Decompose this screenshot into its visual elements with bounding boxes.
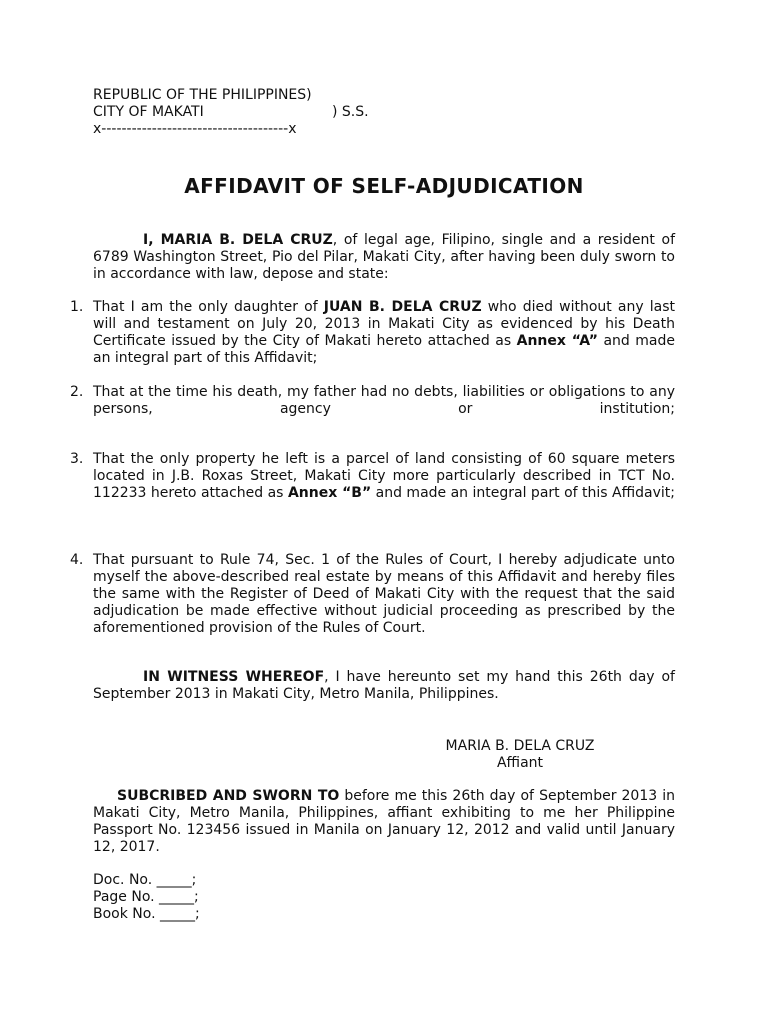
caption-city: CITY OF MAKATI (93, 104, 204, 120)
item-text: That I am the only daughter of (93, 299, 324, 315)
item-text: and made an integral part of this Affidavit; (93, 333, 675, 366)
caption-divider-text: x-------------------------------------x (93, 121, 297, 137)
book-number-line: Book No. _____; (93, 906, 200, 922)
jurat-text: before me this 26th day of September 2013 in Makati City, Metro Manila, Philippines, affiant exhibiting to me her Philippine Passport No. 123456 issued in Manila on January 12, 2012 and valid until January 12, 2017. (93, 788, 675, 855)
caption-line-city (93, 104, 413, 121)
document-caption (93, 87, 413, 138)
item-number: 2. (70, 384, 84, 400)
intro-paragraph (93, 232, 675, 283)
page-number-line: Page No. _____; (93, 889, 199, 905)
annex-a-label: Annex “A” (516, 333, 598, 349)
item-text: and made an integral part of this Affidavit; (371, 485, 675, 501)
witness-paragraph (93, 669, 675, 703)
intro-text: , of legal age, Filipino, single and a resident of 6789 Washington Street, Pio del Pilar, Makati City, after having been duly sworn to in accordance with law, depose and state: (93, 232, 676, 282)
signature-role: Affiant (496, 755, 544, 771)
doc-number-line: Doc. No. _____; (93, 872, 197, 888)
caption-republic: REPUBLIC OF THE PHILIPPINES) (93, 87, 312, 103)
numbered-item-3 (70, 451, 675, 502)
item-text: who died without any last will and testament on July 20, 2013 in Makati City as evidenced by his Death Certificate issued by the City of Makati hereto attached as (93, 299, 675, 349)
item-number: 4. (70, 552, 84, 568)
notarial-register (93, 872, 200, 923)
numbered-item-1 (70, 299, 675, 367)
item-body: That pursuant to Rule 74, Sec. 1 of the Rules of Court, I hereby adjudicate unto myself the above-described real estate by means of this Affidavit and hereby files the same with the Register of Deed of Makati City with the request that the said adjudication be made effective without judicial proceeding as prescribed by the aforementioned provision of the Rules of Court. (93, 552, 675, 636)
annex-b-label: Annex “B” (287, 485, 372, 501)
jurat-paragraph (93, 788, 675, 856)
jurat-heading: SUBCRIBED AND SWORN TO (117, 788, 340, 804)
item-body: That at the time his death, my father had no debts, liabilities or obligations to any persons, agency or institution; (93, 384, 675, 417)
document-title: AFFIDAVIT OF SELF-ADJUDICATION (184, 174, 584, 198)
numbered-item-2 (70, 384, 675, 418)
item-text: That the only property he left is a parcel of land consisting of 60 square meters located in J.B. Roxas Street, Makati City more particularly described in TCT No. 112233 hereto attached as (93, 451, 675, 501)
numbered-item-4 (70, 552, 675, 637)
item-body (93, 451, 675, 502)
witness-heading: IN WITNESS WHEREOF (143, 669, 325, 685)
item-number: 1. (70, 299, 84, 315)
caption-divider (93, 121, 413, 138)
decedent-name: JUAN B. DELA CRUZ (323, 299, 482, 315)
caption-ss: ) S.S. (332, 104, 369, 120)
witness-text: , I have hereunto set my hand this 26th day of September 2013 in Makati City, Metro Manila, Philippines. (93, 669, 675, 702)
caption-line-republic (93, 87, 413, 104)
item-number: 3. (70, 451, 84, 467)
signature-name: MARIA B. DELA CRUZ (445, 738, 595, 754)
affiant-name-intro: I, MARIA B. DELA CRUZ (143, 232, 333, 248)
item-body (93, 299, 675, 367)
